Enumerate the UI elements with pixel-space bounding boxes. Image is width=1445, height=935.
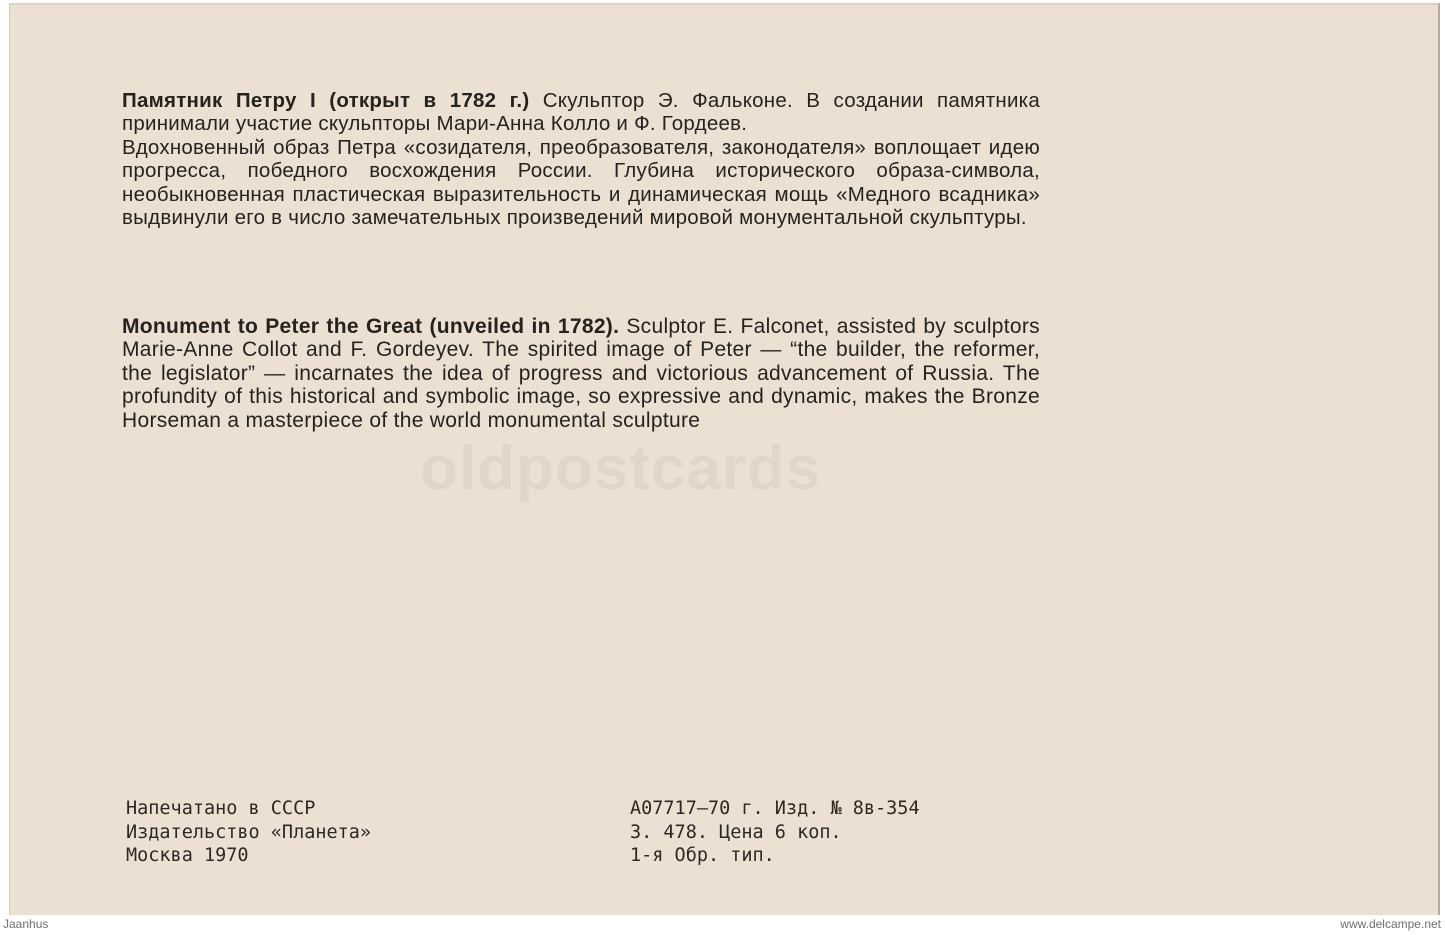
russian-body: Вдохновенный образ Петра «созидателя, преобразователя, законодателя» воплощает идею прогресса, победного восхождения России. Глубина исторического образа-символа, необыкновенная пластическая выразительность и динамическая мощь «Медного всадника» выдвинули его в число замечательных произведений мировой монументальной скульптуры. — [122, 135, 1040, 230]
russian-heading: Памятник Петру I (открыт в 1782 г.) — [122, 89, 530, 112]
russian-paragraph-1 — [122, 89, 1040, 136]
english-heading: Monument to Peter the Great (unveiled in 1782). — [122, 315, 620, 338]
english-paragraph — [122, 315, 1040, 432]
watermark: oldpostcards — [420, 434, 822, 503]
imprint-line: З. 478. Цена 6 коп. — [630, 821, 842, 843]
russian-intro: Скульптор Э. Фальконе. В создании памятника принимали участие скульпторы Мари-Анна Колло и Ф. Гордеев. — [122, 89, 1040, 136]
card-top-edge — [10, 3, 1438, 5]
imprint-line: Издательство «Планета» — [126, 821, 372, 843]
imprint-line: 1-я Обр. тип. — [630, 845, 775, 866]
imprint-line: А07717—70 г. Изд. № 8в-354 — [630, 798, 920, 819]
imprint-publisher — [126, 797, 371, 868]
uploader-credit: Jaanhus — [3, 917, 49, 931]
imprint-line: Напечатано в СССР — [126, 798, 316, 819]
english-description — [122, 315, 1040, 432]
imprint-line: Москва 1970 — [126, 845, 249, 866]
postcard-back — [9, 3, 1440, 915]
site-credit[interactable]: www.delcampe.net — [1340, 917, 1441, 931]
russian-description — [122, 89, 1040, 229]
imprint-catalog — [630, 797, 920, 868]
english-body: Sculptor E. Falconet, assisted by sculptors Marie-Anne Collot and F. Gordeyev. The spirited image of Peter — “the builder, the reformer, the legislator” — incarnates the idea of progress and victorious advancement of Russia. The profundity of this historical and symbolic image, so expressive and dynamic, makes the Bronze Horseman a masterpiece of the world monumental sculpture — [122, 315, 1040, 432]
